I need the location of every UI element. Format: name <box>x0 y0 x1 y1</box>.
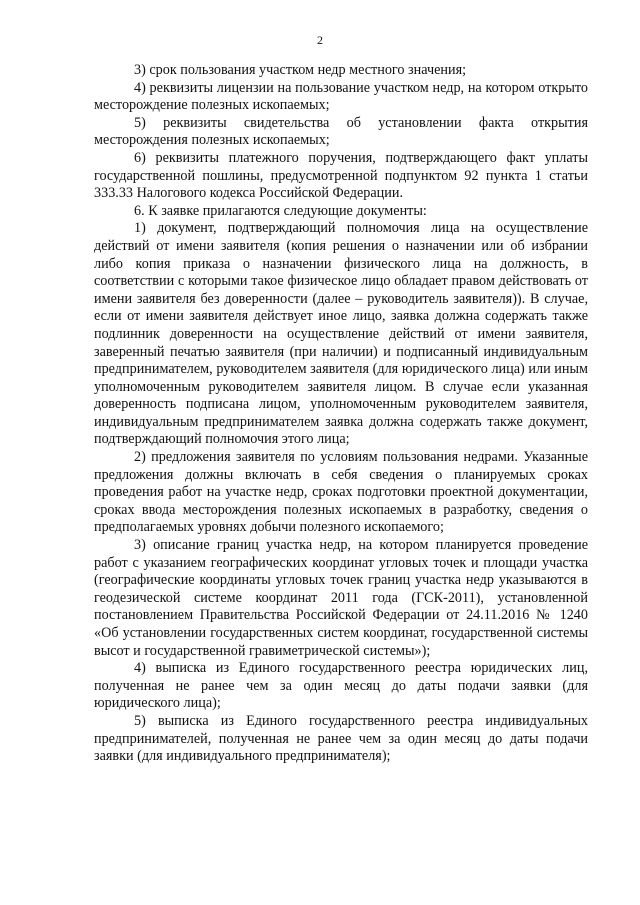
document-body <box>94 62 588 766</box>
paragraph-doc-1-authority: 1) документ, подтверждающий полномочия лица на осуществление действий от имени заявителя (копия решения о назначении или об избрании либо копия приказа о назначении физического лица на должность, в соответствии с которыми такое физическое лицо обладает правом действовать от имени заявителя без доверенности (далее – руководитель заявителя)). В случае, если от имени заявителя действует иное лицо, заявка должна содержать также подлинник доверенности на осуществление действий от имени заявителя, заверенный печатью заявителя (при наличии) и подписанный индивидуальным предпринимателем, руководителем заявителя (для юридического лица) или иным уполномоченным руководителем заявителя лицом. В случае если указанная доверенность подписана лицом, уполномоченным руководителем заявителя, индивидуальным предпринимателем заявка должна содержать также документ, подтверждающий полномочия этого лица; <box>94 220 588 448</box>
paragraph-item-3-term: 3) срок пользования участком недр местного значения; <box>134 62 467 78</box>
paragraph-item-5-certificate: 5) реквизиты свидетельства об установлении факта открытия месторождения полезных ископаемых; <box>94 114 588 149</box>
paragraph-item-4-license: 4) реквизиты лицензии на пользование участком недр, на котором открыто месторождение полезных ископаемых; <box>94 79 588 114</box>
paragraph-item-6-payment: 6) реквизиты платежного поручения, подтверждающего факт уплаты государственной пошлины, предусмотренной подпунктом 92 пункта 1 статьи 333.33 Налогового кодекса Российской Федерации. <box>94 149 588 202</box>
paragraph-doc-5-entrepreneur-extract: 5) выписка из Единого государственного реестра индивидуальных предпринимателей, полученная не ранее чем за один месяц до даты подачи заявки (для индивидуального предпринимателя); <box>94 712 588 765</box>
paragraph-doc-2-proposals: 2) предложения заявителя по условиям пользования недрами. Указанные предложения должны включать в себя сведения о планируемых сроках проведения работ на участке недр, сроках подготовки проектной документации, сроках ввода месторождения полезных ископаемых в разработку, сведения о предполагаемых уровнях добычи полезного ископаемого; <box>94 449 588 536</box>
page-number: 2 <box>317 33 323 47</box>
paragraph-section-6-heading: 6. К заявке прилагаются следующие документы: <box>134 202 427 219</box>
paragraph-doc-3-boundaries: 3) описание границ участка недр, на котором планируется проведение работ с указанием географических координат угловых точек и площади участка (географические координаты угловых точек границ участка недр указываются в геодезической системе координат 2011 года (ГСК-2011), установленной постановлением Правительства Российской Федерации от 24.11.2016 № 1240 «Об установлении государственных систем координат, государственной системы высот и государственной гравиметрической системы»); <box>94 537 588 659</box>
paragraph-doc-4-legal-entity-extract: 4) выписка из Единого государственного реестра юридических лиц, полученная не ранее чем за один месяц до даты подачи заявки (для юридического лица); <box>94 660 588 712</box>
